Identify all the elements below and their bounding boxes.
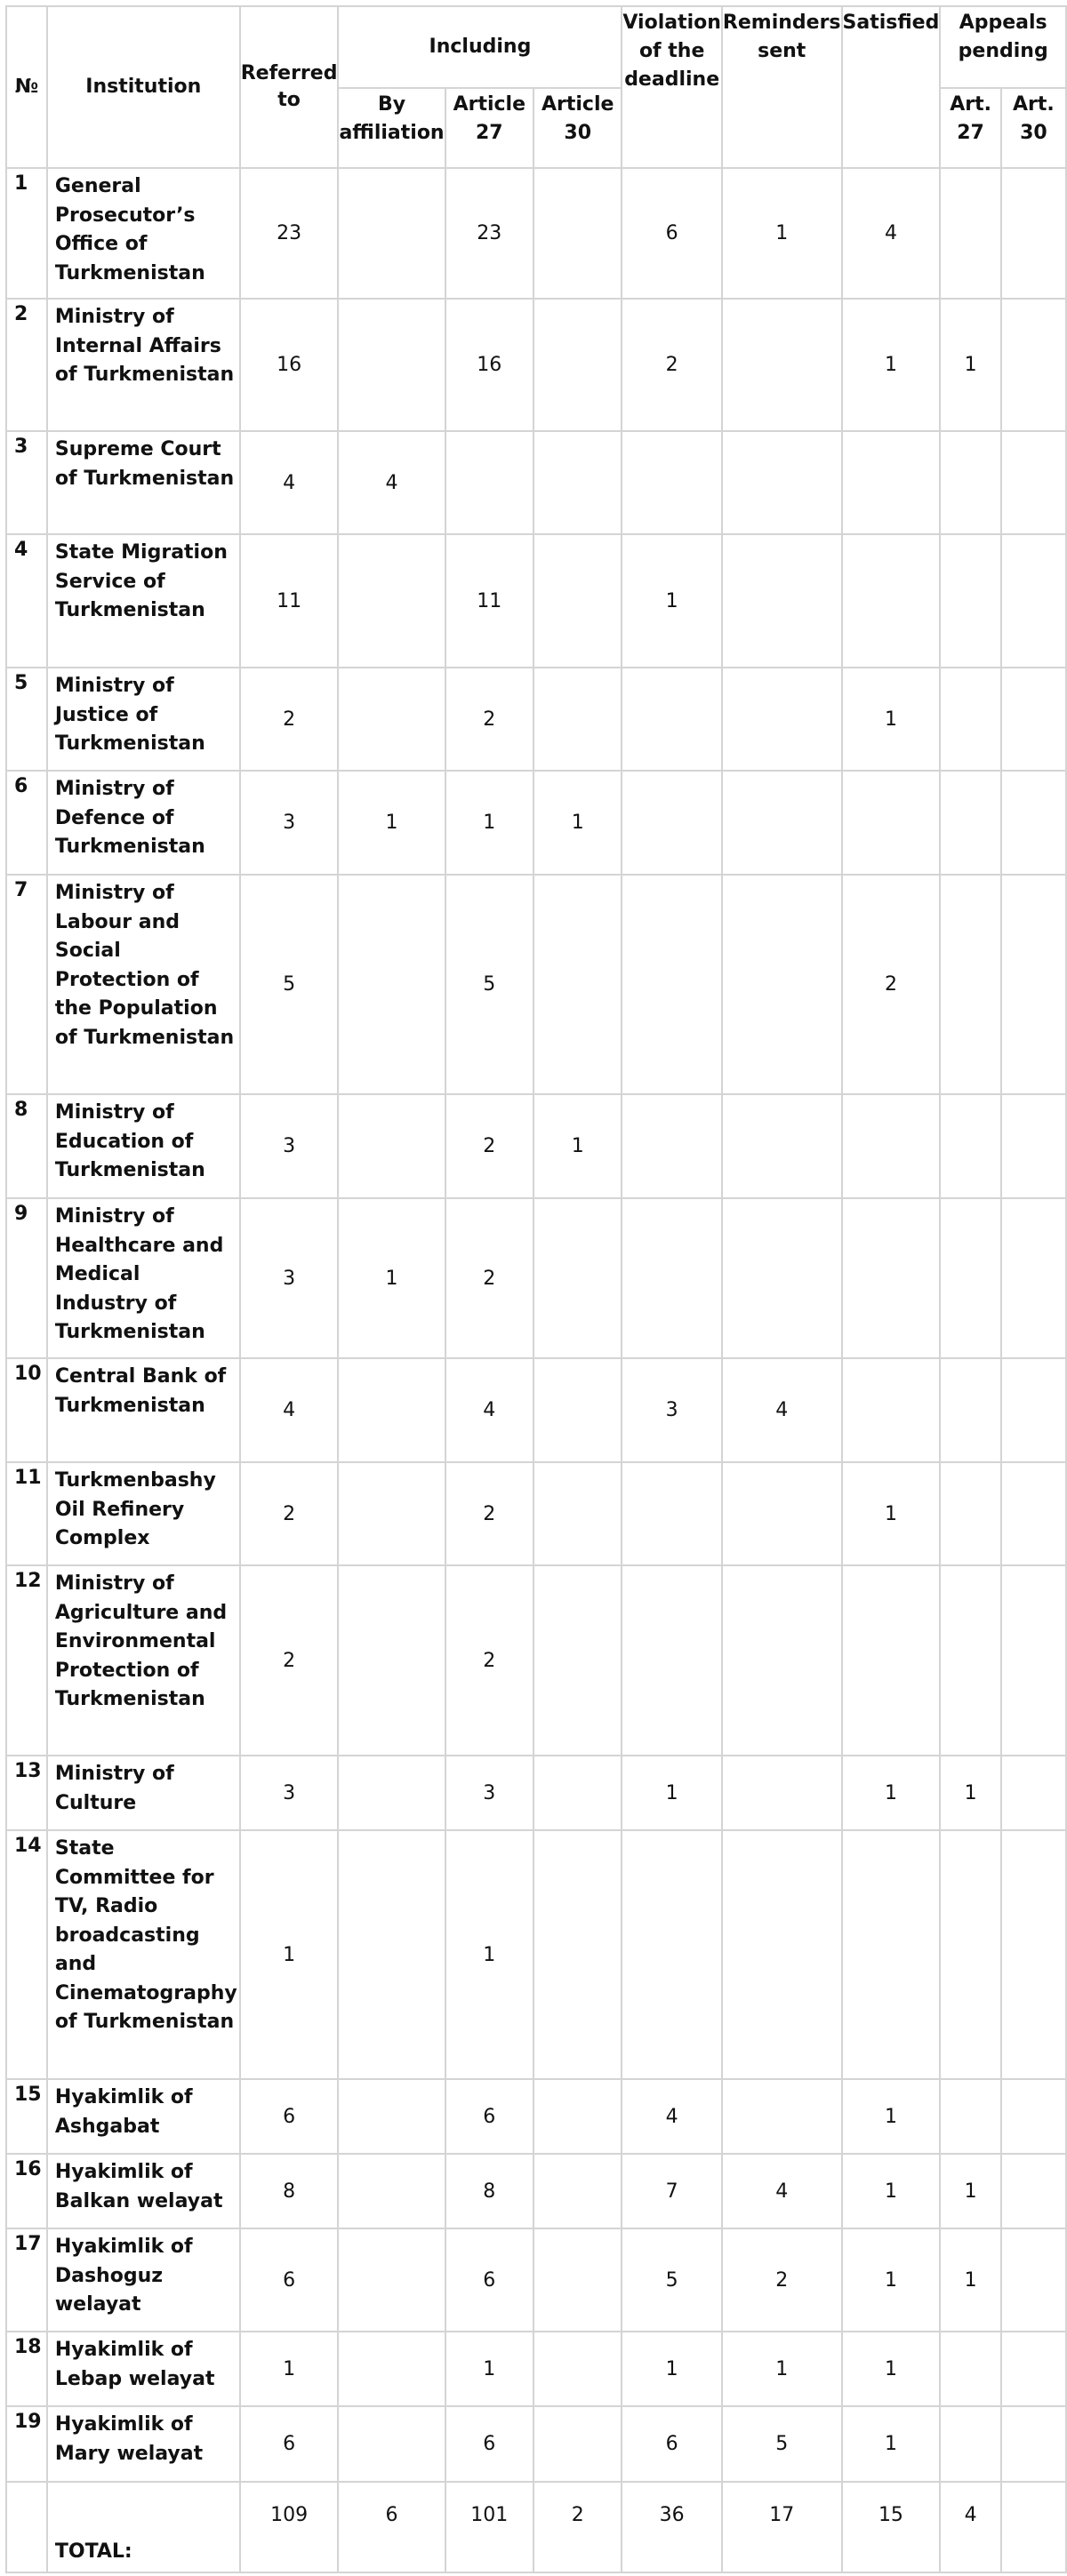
row-number: 19 xyxy=(6,2406,47,2482)
appeals-table xyxy=(5,5,1067,2573)
satisfied-cell: 1 xyxy=(842,299,941,431)
table-row xyxy=(6,299,1066,431)
institution-name: Ministry of Defence of Turkmenistan xyxy=(47,771,240,875)
appeals-art30-cell xyxy=(1001,771,1066,875)
appeals-art30-cell xyxy=(1001,168,1066,299)
article27-cell: 1 xyxy=(445,771,534,875)
referred-cell: 5 xyxy=(240,875,339,1094)
row-number: 16 xyxy=(6,2154,47,2228)
total-row xyxy=(6,2482,1066,2572)
affiliation-cell: 1 xyxy=(338,1198,445,1358)
satisfied-cell xyxy=(842,1198,941,1358)
reminders-cell: 1 xyxy=(722,2332,842,2406)
affiliation-cell xyxy=(338,2228,445,2332)
violation-cell: 1 xyxy=(622,534,722,668)
affiliation-cell xyxy=(338,1358,445,1462)
appeals-art27-cell xyxy=(940,534,1000,668)
table-row xyxy=(6,2079,1066,2154)
total-row-number xyxy=(6,2482,47,2572)
total-label: TOTAL: xyxy=(47,2482,240,2572)
appeals-art30-cell xyxy=(1001,2154,1066,2228)
affiliation-cell: 4 xyxy=(338,431,445,534)
article27-cell: 4 xyxy=(445,1358,534,1462)
row-number: 17 xyxy=(6,2228,47,2332)
appeals-art30-cell xyxy=(1001,1830,1066,2079)
table-row xyxy=(6,534,1066,668)
table-row xyxy=(6,1358,1066,1462)
table-row xyxy=(6,1462,1066,1565)
article27-cell: 16 xyxy=(445,299,534,431)
satisfied-cell: 1 xyxy=(842,2228,941,2332)
appeals-art30-cell xyxy=(1001,1462,1066,1565)
appeals-art27-cell xyxy=(940,875,1000,1094)
appeals-art30-cell xyxy=(1001,2079,1066,2154)
reminders-cell xyxy=(722,534,842,668)
violation-cell xyxy=(622,668,722,771)
total-satisfied-cell: 15 xyxy=(842,2482,941,2572)
satisfied-cell xyxy=(842,1094,941,1198)
table-body xyxy=(6,168,1066,2572)
violation-cell xyxy=(622,431,722,534)
violation-cell xyxy=(622,771,722,875)
reminders-cell xyxy=(722,1756,842,1830)
table-row xyxy=(6,1565,1066,1756)
article30-cell xyxy=(534,168,622,299)
table-row xyxy=(6,668,1066,771)
affiliation-cell xyxy=(338,2332,445,2406)
header-referred: Referred to xyxy=(240,6,339,168)
satisfied-cell: 1 xyxy=(842,1462,941,1565)
article27-cell: 5 xyxy=(445,875,534,1094)
article30-cell xyxy=(534,2332,622,2406)
header-appeals-art27: Art. 27 xyxy=(940,88,1000,168)
appeals-art27-cell xyxy=(940,1462,1000,1565)
article30-cell xyxy=(534,1830,622,2079)
affiliation-cell xyxy=(338,2079,445,2154)
satisfied-cell xyxy=(842,1565,941,1756)
referred-cell: 4 xyxy=(240,431,339,534)
table-row xyxy=(6,1198,1066,1358)
satisfied-cell: 1 xyxy=(842,2332,941,2406)
table-row xyxy=(6,771,1066,875)
row-number: 4 xyxy=(6,534,47,668)
violation-cell xyxy=(622,1094,722,1198)
violation-cell xyxy=(622,1830,722,2079)
institution-name: State Migration Service of Turkmenistan xyxy=(47,534,240,668)
appeals-art27-cell: 1 xyxy=(940,299,1000,431)
header-including: Including xyxy=(338,6,622,88)
satisfied-cell xyxy=(842,1358,941,1462)
row-number: 12 xyxy=(6,1565,47,1756)
satisfied-cell xyxy=(842,534,941,668)
affiliation-cell xyxy=(338,1462,445,1565)
row-number: 8 xyxy=(6,1094,47,1198)
appeals-art30-cell xyxy=(1001,431,1066,534)
header-satisfied: Satisfied xyxy=(842,6,941,168)
article30-cell xyxy=(534,2154,622,2228)
appeals-art27-cell xyxy=(940,1198,1000,1358)
total-reminders-cell: 17 xyxy=(722,2482,842,2572)
table-header xyxy=(6,6,1066,168)
article30-cell xyxy=(534,668,622,771)
institution-name: State Committee for TV, Radio broadcasting and Cinematography of Turkmenistan xyxy=(47,1830,240,2079)
header-by-affiliation: By affiliation xyxy=(338,88,445,168)
appeals-art30-cell xyxy=(1001,534,1066,668)
reminders-cell xyxy=(722,771,842,875)
header-reminders: Reminders sent xyxy=(722,6,842,168)
institution-name: General Prosecutor’s Office of Turkmenistan xyxy=(47,168,240,299)
header-appeals-pending: Appeals pending xyxy=(940,6,1066,88)
institution-name: Hyakimlik of Lebap welayat xyxy=(47,2332,240,2406)
row-number: 14 xyxy=(6,1830,47,2079)
article27-cell: 11 xyxy=(445,534,534,668)
table-row xyxy=(6,875,1066,1094)
appeals-art30-cell xyxy=(1001,1756,1066,1830)
reminders-cell: 4 xyxy=(722,2154,842,2228)
institution-name: Ministry of Internal Affairs of Turkmenistan xyxy=(47,299,240,431)
article30-cell xyxy=(534,1462,622,1565)
article27-cell xyxy=(445,431,534,534)
violation-cell: 5 xyxy=(622,2228,722,2332)
appeals-art27-cell xyxy=(940,1358,1000,1462)
institution-name: Hyakimlik of Balkan welayat xyxy=(47,2154,240,2228)
satisfied-cell: 1 xyxy=(842,2154,941,2228)
table-row xyxy=(6,431,1066,534)
total-article30-cell: 2 xyxy=(534,2482,622,2572)
violation-cell: 1 xyxy=(622,2332,722,2406)
article30-cell xyxy=(534,1358,622,1462)
referred-cell: 1 xyxy=(240,2332,339,2406)
header-appeals-art30: Art. 30 xyxy=(1001,88,1066,168)
institution-name: Ministry of Culture xyxy=(47,1756,240,1830)
article27-cell: 2 xyxy=(445,1198,534,1358)
appeals-art30-cell xyxy=(1001,299,1066,431)
article30-cell xyxy=(534,431,622,534)
article30-cell: 1 xyxy=(534,771,622,875)
satisfied-cell: 4 xyxy=(842,168,941,299)
institution-name: Central Bank of Turkmenistan xyxy=(47,1358,240,1462)
appeals-art27-cell: 1 xyxy=(940,1756,1000,1830)
affiliation-cell xyxy=(338,668,445,771)
satisfied-cell: 1 xyxy=(842,1756,941,1830)
table-row xyxy=(6,2154,1066,2228)
article27-cell: 2 xyxy=(445,668,534,771)
appeals-art27-cell: 1 xyxy=(940,2154,1000,2228)
reminders-cell xyxy=(722,1830,842,2079)
table-row xyxy=(6,2406,1066,2482)
reminders-cell xyxy=(722,2079,842,2154)
institution-name: Ministry of Education of Turkmenistan xyxy=(47,1094,240,1198)
appeals-art27-cell xyxy=(940,2079,1000,2154)
article27-cell: 6 xyxy=(445,2079,534,2154)
affiliation-cell xyxy=(338,2406,445,2482)
appeals-art27-cell xyxy=(940,431,1000,534)
institution-name: Hyakimlik of Ashgabat xyxy=(47,2079,240,2154)
reminders-cell: 1 xyxy=(722,168,842,299)
row-number: 2 xyxy=(6,299,47,431)
row-number: 3 xyxy=(6,431,47,534)
institution-name: Ministry of Agriculture and Environmental Protection of Turkmenistan xyxy=(47,1565,240,1756)
institution-name: Hyakimlik of Dashoguz welayat xyxy=(47,2228,240,2332)
affiliation-cell xyxy=(338,168,445,299)
referred-cell: 2 xyxy=(240,1462,339,1565)
header-article27: Article 27 xyxy=(445,88,534,168)
appeals-art27-cell xyxy=(940,1830,1000,2079)
affiliation-cell xyxy=(338,875,445,1094)
referred-cell: 11 xyxy=(240,534,339,668)
header-violation: Violation of the deadline xyxy=(622,6,722,168)
article27-cell: 1 xyxy=(445,1830,534,2079)
article27-cell: 6 xyxy=(445,2406,534,2482)
appeals-art27-cell xyxy=(940,2332,1000,2406)
affiliation-cell xyxy=(338,2154,445,2228)
appeals-art30-cell xyxy=(1001,1094,1066,1198)
table-row xyxy=(6,1830,1066,2079)
affiliation-cell: 1 xyxy=(338,771,445,875)
reminders-cell xyxy=(722,431,842,534)
article27-cell: 2 xyxy=(445,1462,534,1565)
affiliation-cell xyxy=(338,1756,445,1830)
satisfied-cell xyxy=(842,431,941,534)
total-affiliation-cell: 6 xyxy=(338,2482,445,2572)
reminders-cell xyxy=(722,1198,842,1358)
appeals-art30-cell xyxy=(1001,2406,1066,2482)
violation-cell: 7 xyxy=(622,2154,722,2228)
appeals-art30-cell xyxy=(1001,1198,1066,1358)
reminders-cell xyxy=(722,1462,842,1565)
violation-cell: 4 xyxy=(622,2079,722,2154)
article30-cell xyxy=(534,2406,622,2482)
institution-name: Hyakimlik of Mary welayat xyxy=(47,2406,240,2482)
article27-cell: 1 xyxy=(445,2332,534,2406)
reminders-cell: 4 xyxy=(722,1358,842,1462)
referred-cell: 2 xyxy=(240,1565,339,1756)
affiliation-cell xyxy=(338,299,445,431)
referred-cell: 6 xyxy=(240,2406,339,2482)
referred-cell: 3 xyxy=(240,1094,339,1198)
referred-cell: 3 xyxy=(240,771,339,875)
row-number: 7 xyxy=(6,875,47,1094)
article27-cell: 2 xyxy=(445,1565,534,1756)
satisfied-cell: 2 xyxy=(842,875,941,1094)
referred-cell: 3 xyxy=(240,1198,339,1358)
header-no: № xyxy=(6,6,47,168)
table-row xyxy=(6,2332,1066,2406)
appeals-art27-cell xyxy=(940,771,1000,875)
article27-cell: 2 xyxy=(445,1094,534,1198)
affiliation-cell xyxy=(338,1094,445,1198)
total-referred-cell: 109 xyxy=(240,2482,339,2572)
row-number: 13 xyxy=(6,1756,47,1830)
violation-cell: 2 xyxy=(622,299,722,431)
referred-cell: 1 xyxy=(240,1830,339,2079)
table-row xyxy=(6,1094,1066,1198)
violation-cell: 6 xyxy=(622,168,722,299)
satisfied-cell: 1 xyxy=(842,2406,941,2482)
reminders-cell xyxy=(722,299,842,431)
violation-cell xyxy=(622,875,722,1094)
total-appeals-art27-cell: 4 xyxy=(940,2482,1000,2572)
article30-cell: 1 xyxy=(534,1094,622,1198)
appeals-art30-cell xyxy=(1001,1358,1066,1462)
institution-name: Ministry of Labour and Social Protection of the Population of Turkmenistan xyxy=(47,875,240,1094)
total-violation-cell: 36 xyxy=(622,2482,722,2572)
institution-name: Turkmenbashy Oil Refinery Complex xyxy=(47,1462,240,1565)
referred-cell: 8 xyxy=(240,2154,339,2228)
reminders-cell: 2 xyxy=(722,2228,842,2332)
article30-cell xyxy=(534,2079,622,2154)
satisfied-cell: 1 xyxy=(842,668,941,771)
row-number: 10 xyxy=(6,1358,47,1462)
satisfied-cell xyxy=(842,771,941,875)
appeals-art27-cell xyxy=(940,1094,1000,1198)
article27-cell: 8 xyxy=(445,2154,534,2228)
table-row xyxy=(6,1756,1066,1830)
row-number: 9 xyxy=(6,1198,47,1358)
article27-cell: 3 xyxy=(445,1756,534,1830)
satisfied-cell xyxy=(842,1830,941,2079)
article30-cell xyxy=(534,1756,622,1830)
referred-cell: 16 xyxy=(240,299,339,431)
appeals-art27-cell xyxy=(940,2406,1000,2482)
institution-name: Supreme Court of Turkmenistan xyxy=(47,431,240,534)
violation-cell: 6 xyxy=(622,2406,722,2482)
appeals-art27-cell xyxy=(940,168,1000,299)
institution-name: Ministry of Healthcare and Medical Industry of Turkmenistan xyxy=(47,1198,240,1358)
article30-cell xyxy=(534,1565,622,1756)
referred-cell: 2 xyxy=(240,668,339,771)
appeals-art30-cell xyxy=(1001,1565,1066,1756)
affiliation-cell xyxy=(338,1565,445,1756)
reminders-cell xyxy=(722,1565,842,1756)
appeals-art30-cell xyxy=(1001,2332,1066,2406)
table-row xyxy=(6,168,1066,299)
reminders-cell xyxy=(722,1094,842,1198)
affiliation-cell xyxy=(338,1830,445,2079)
header-institution: Institution xyxy=(47,6,240,168)
appeals-art30-cell xyxy=(1001,2228,1066,2332)
referred-cell: 6 xyxy=(240,2079,339,2154)
table-row xyxy=(6,2228,1066,2332)
affiliation-cell xyxy=(338,534,445,668)
satisfied-cell: 1 xyxy=(842,2079,941,2154)
violation-cell xyxy=(622,1462,722,1565)
institution-name: Ministry of Justice of Turkmenistan xyxy=(47,668,240,771)
appeals-art27-cell xyxy=(940,668,1000,771)
article27-cell: 23 xyxy=(445,168,534,299)
violation-cell: 3 xyxy=(622,1358,722,1462)
article30-cell xyxy=(534,2228,622,2332)
row-number: 6 xyxy=(6,771,47,875)
referred-cell: 6 xyxy=(240,2228,339,2332)
header-article30: Article 30 xyxy=(534,88,622,168)
article30-cell xyxy=(534,299,622,431)
row-number: 5 xyxy=(6,668,47,771)
article30-cell xyxy=(534,534,622,668)
appeals-art27-cell xyxy=(940,1565,1000,1756)
violation-cell xyxy=(622,1198,722,1358)
reminders-cell xyxy=(722,875,842,1094)
violation-cell: 1 xyxy=(622,1756,722,1830)
referred-cell: 23 xyxy=(240,168,339,299)
total-appeals-art30-cell xyxy=(1001,2482,1066,2572)
article27-cell: 6 xyxy=(445,2228,534,2332)
article30-cell xyxy=(534,1198,622,1358)
row-number: 18 xyxy=(6,2332,47,2406)
total-article27-cell: 101 xyxy=(445,2482,534,2572)
referred-cell: 4 xyxy=(240,1358,339,1462)
appeals-art27-cell: 1 xyxy=(940,2228,1000,2332)
appeals-art30-cell xyxy=(1001,668,1066,771)
appeals-art30-cell xyxy=(1001,875,1066,1094)
violation-cell xyxy=(622,1565,722,1756)
reminders-cell: 5 xyxy=(722,2406,842,2482)
row-number: 11 xyxy=(6,1462,47,1565)
row-number: 15 xyxy=(6,2079,47,2154)
report-container xyxy=(5,5,1067,2573)
referred-cell: 3 xyxy=(240,1756,339,1830)
row-number: 1 xyxy=(6,168,47,299)
reminders-cell xyxy=(722,668,842,771)
article30-cell xyxy=(534,875,622,1094)
